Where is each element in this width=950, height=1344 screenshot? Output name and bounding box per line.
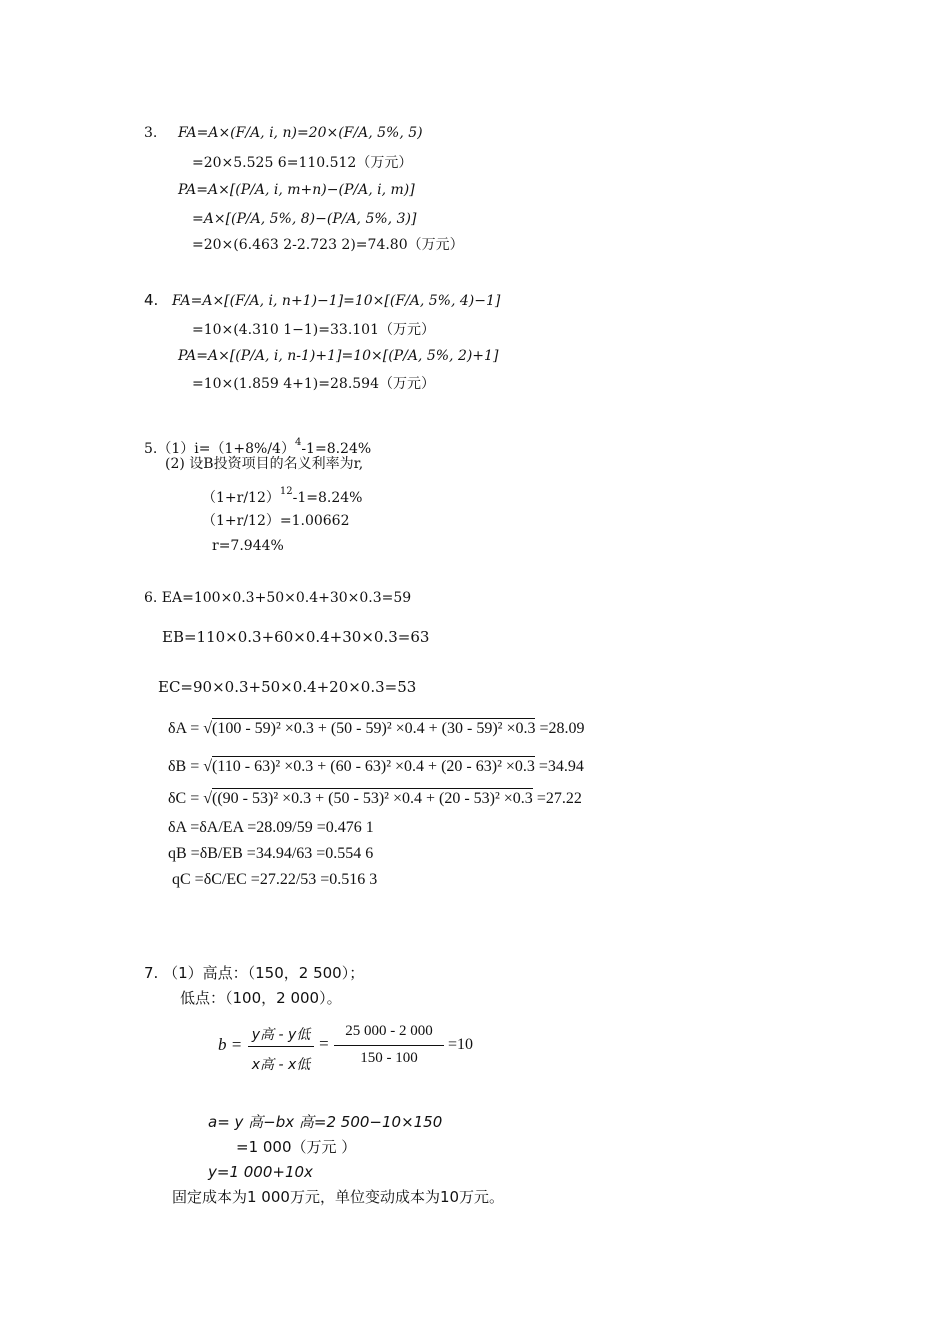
p6-delta-a-lhs: δA = xyxy=(168,720,200,737)
p4-number: 4. xyxy=(144,291,159,309)
p4-pa-result: =10×(1.859 4+1)=28.594（万元） xyxy=(192,376,435,392)
p7-line1: 7. （1）高点：（150，2 500）； xyxy=(144,964,365,982)
p5-line3-text: （1+r/12） xyxy=(202,490,280,506)
p3-pa-substitution: =A×[(P/A, 5%, 8)−(P/A, 5%, 3)] xyxy=(192,211,417,227)
p7-line2: 低点：（100，2 000）。 xyxy=(180,989,342,1007)
p6-delta-c-lhs: δC = xyxy=(168,790,200,807)
p7-b-result: =10 xyxy=(448,1036,474,1053)
sqrt-icon: √ xyxy=(203,720,213,737)
p6-q-b: qB =δB/EB =34.94/63 =0.554 6 xyxy=(168,845,374,862)
p7-y-equation: y=1 000+10x xyxy=(208,1163,313,1181)
p7-equals: = xyxy=(318,1034,330,1053)
p7-conclusion: 固定成本为1 000万元，单位变动成本为10万元。 xyxy=(172,1188,505,1206)
p6-eb: EB=110×0.3+60×0.4+30×0.3=63 xyxy=(162,628,430,646)
p7-frac1-bar xyxy=(248,1046,314,1047)
p6-delta-c xyxy=(168,790,582,808)
p6-delta-b-radicand: (110 - 63)² ×0.3 + (60 - 63)² ×0.4 + (20 - 63)² ×0.3 xyxy=(212,758,535,775)
p7-frac1-denominator: x高 - x低 xyxy=(251,1057,311,1073)
p4-fa-result: =10×(4.310 1−1)=33.101（万元） xyxy=(192,322,435,338)
p5-line1-text: 5.（1）i=（1+8%/4） xyxy=(144,441,295,457)
p5-line2: (2) 设B投资项目的名义利率为r, xyxy=(165,456,364,472)
p7-frac2-numerator: 25 000 - 2 000 xyxy=(345,1023,433,1039)
p7-frac2-bar xyxy=(334,1045,444,1046)
p6-delta-b xyxy=(168,758,584,776)
p5-line1-tail: -1=8.24% xyxy=(301,441,372,457)
p6-delta-a xyxy=(168,720,585,738)
p3-number: 3. xyxy=(144,125,158,141)
p6-delta-a-result: =28.09 xyxy=(539,720,585,737)
p3-fa-formula: FA=A×(F/A, i, n)=20×(F/A, 5%, 5) xyxy=(178,125,423,141)
p7-frac1-numerator: y高 - y低 xyxy=(251,1027,311,1043)
sqrt-icon: √ xyxy=(203,790,213,807)
p6-delta-a-radicand: (100 - 59)² ×0.3 + (50 - 59)² ×0.4 + (30 - 59)² ×0.3 xyxy=(212,720,536,737)
p5-line5: r=7.944% xyxy=(212,538,284,554)
p6-delta-c-result: =27.22 xyxy=(536,790,582,807)
p6-q-a: δA =δA/EA =28.09/59 =0.476 1 xyxy=(168,819,374,836)
p6-delta-c-radicand: ((90 - 53)² ×0.3 + (50 - 53)² ×0.4 + (20 - 53)² ×0.3 xyxy=(212,790,533,807)
p7-frac2-denominator: 150 - 100 xyxy=(360,1050,418,1066)
p3-pa-result: =20×(6.463 2-2.723 2)=74.80（万元） xyxy=(192,237,464,253)
sqrt-icon: √ xyxy=(203,758,213,775)
p7-a-formula: a= y 高−bx 高=2 500−10×150 xyxy=(208,1113,443,1131)
p6-ea: 6. EA=100×0.3+50×0.4+30×0.3=59 xyxy=(144,590,412,606)
p6-delta-b-result: =34.94 xyxy=(538,758,584,775)
p3-fa-result: =20×5.525 6=110.512（万元） xyxy=(192,155,413,171)
p7-b-lhs: b = xyxy=(218,1035,243,1054)
p3-pa-formula: PA=A×[(P/A, i, m+n)−(P/A, i, m)] xyxy=(178,182,415,198)
p5-line1-exponent: 4 xyxy=(294,437,302,448)
p4-pa-formula: PA=A×[(P/A, i, n-1)+1]=10×[(P/A, 5%, 2)+1] xyxy=(178,348,499,364)
p5-line3 xyxy=(202,483,362,507)
p5-line4: （1+r/12）=1.00662 xyxy=(202,513,350,529)
p5-line3-exponent: 12 xyxy=(279,486,293,497)
p6-ec: EC=90×0.3+50×0.4+20×0.3=53 xyxy=(158,678,417,696)
p6-q-c: qC =δC/EC =27.22/53 =0.516 3 xyxy=(172,871,378,888)
p6-delta-b-lhs: δB = xyxy=(168,758,200,775)
p5-line3-tail: -1=8.24% xyxy=(292,490,363,506)
p4-fa-formula: FA=A×[(F/A, i, n+1)−1]=10×[(F/A, 5%, 4)−1] xyxy=(172,293,501,309)
p7-a-result: =1 000（万元 ） xyxy=(236,1138,357,1156)
